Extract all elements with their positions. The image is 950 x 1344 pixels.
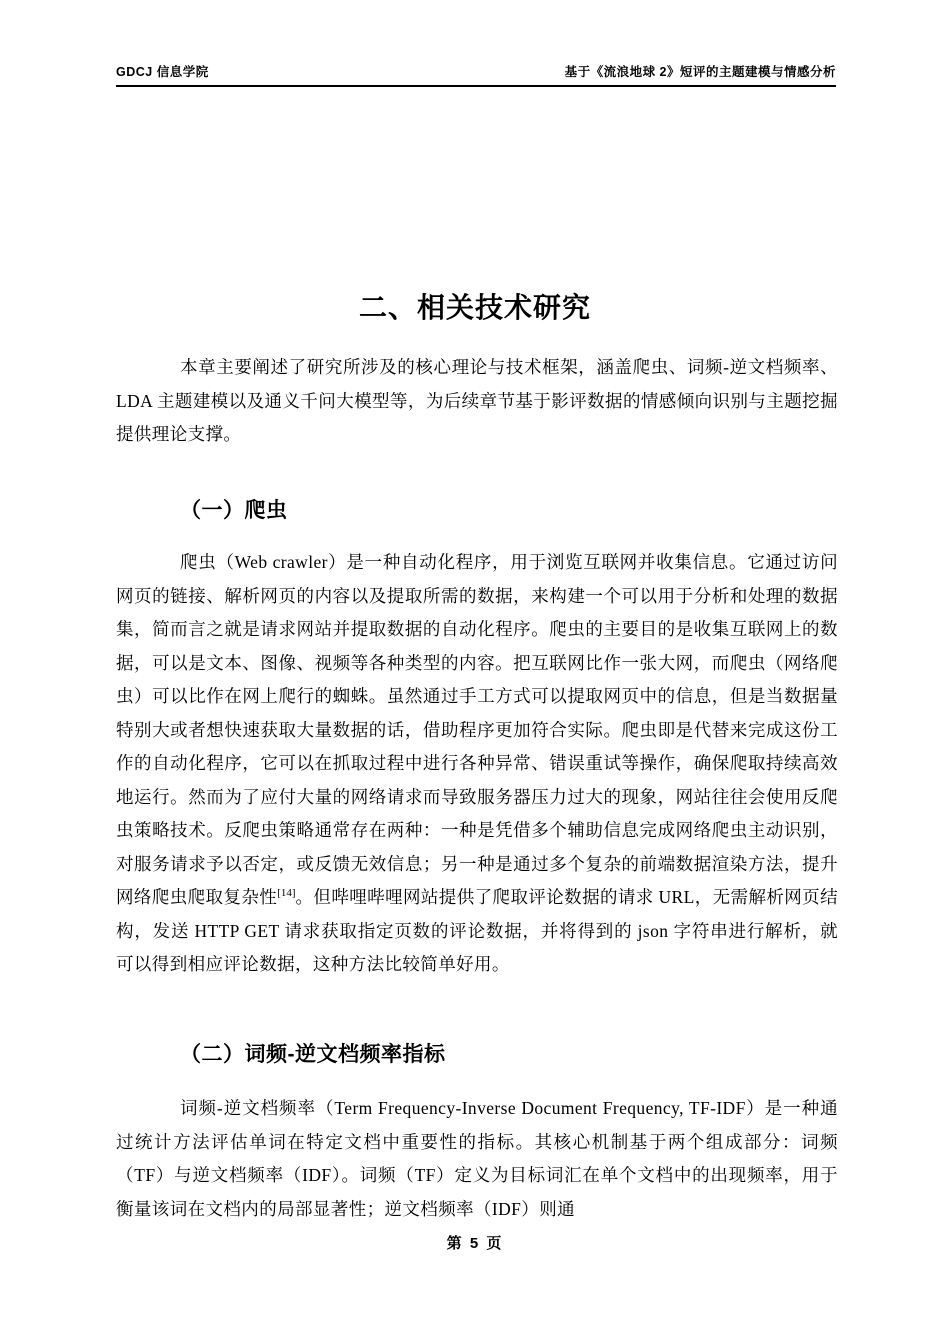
page-header xyxy=(116,62,836,87)
header-thesis-title: 基于《流浪地球 2》短评的主题建模与情感分析 xyxy=(564,65,836,79)
chapter-intro-paragraph: 本章主要阐述了研究所涉及的核心理论与技术框架，涵盖爬虫、词频-逆文档频率、LDA 主题建模以及通义千问大模型等，为后续章节基于影评数据的情感倾向识别与主题挖掘提供理论支撑。 xyxy=(116,357,838,444)
section-heading-crawler: （一）爬虫 xyxy=(180,499,288,522)
section-heading-tfidf: （二）词频-逆文档频率指标 xyxy=(180,1043,446,1066)
crawler-text-after-citation: 。但哔哩哔哩网站提供了爬取评论数据的请求 URL，无需解析网页结构，发送 HTTP GET 请求获取指定页数的评论数据，并将得到的 json 字符串进行解析，就可以得到相应评论数据，这种方法比较简单好用。 xyxy=(116,887,838,974)
page-number: 第 5 页 xyxy=(446,1235,504,1252)
section-crawler-paragraph xyxy=(116,546,838,982)
citation-14: [14] xyxy=(277,887,296,900)
section-tfidf-paragraph: 词频-逆文档频率（Term Frequency-Inverse Document Frequency, TF-IDF）是一种通过统计方法评估单词在特定文档中重要性的指标。其核心机制基于两个组成部分：词频（TF）与逆文档频率（IDF）。词频（TF）定义为目标词汇在单个文档中的出现频率，用于衡量该词在文档内的局部显著性；逆文档频率（IDF）则通 xyxy=(116,1098,838,1219)
chapter-title: 二、相关技术研究 xyxy=(358,292,591,323)
crawler-text-before-citation: 爬虫（Web crawler）是一种自动化程序，用于浏览互联网并收集信息。它通过访问网页的链接、解析网页的内容以及提取所需的数据，来构建一个可以用于分析和处理的数据集，简而言之就是请求网站并提取数据的自动化程序。爬虫的主要目的是收集互联网上的数据，可以是文本、图像、视频等各种类型的内容。把互联网比作一张大网，而爬虫（网络爬虫）可以比作在网上爬行的蜘蛛。虽然通过手工方式可以提取网页中的信息，但是当数据量特别大或者想快速获取大量数据的话，借助程序更加符合实际。爬虫即是代替来完成这份工作的自动化程序，它可以在抓取过程中进行各种异常、错误重试等操作，确保爬取持续高效地运行。然而为了应付大量的网络请求而导致服务器压力过大的现象，网站往往会使用反爬虫策略技术。反爬虫策略通常存在两种：一种是凭借多个辅助信息完成网络爬虫主动识别，对服务请求予以否定，或反馈无效信息；另一种是通过多个复杂的前端数据渲染方法，提升网络爬虫爬取复杂性 xyxy=(116,552,838,907)
header-department: GDCJ 信息学院 xyxy=(116,65,209,79)
